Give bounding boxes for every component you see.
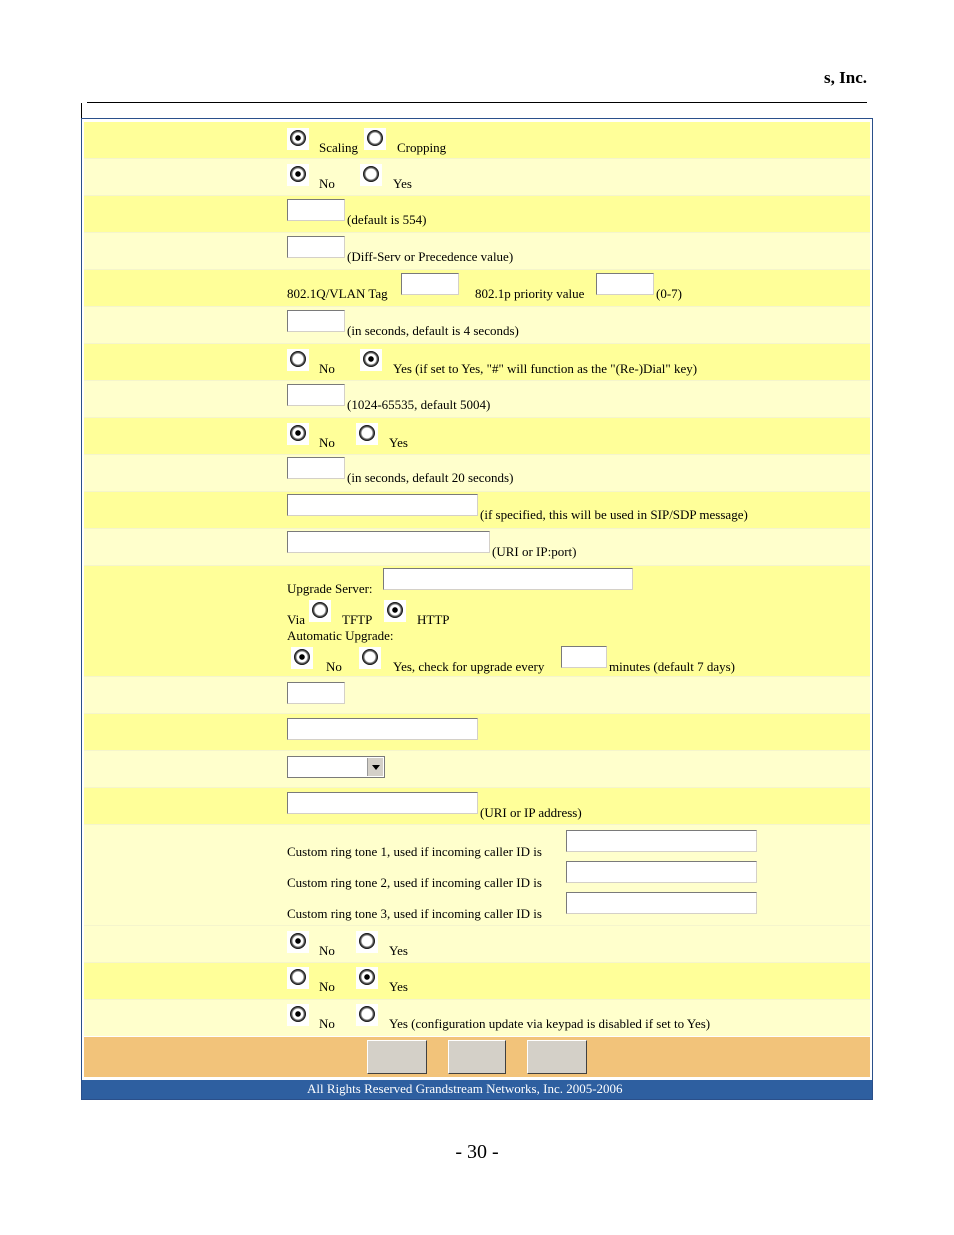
- row-r19: [84, 926, 870, 963]
- r9-yes-label: Yes: [389, 435, 408, 450]
- r19-no-label: No: [319, 943, 335, 958]
- auto-upgrade-no-radio[interactable]: [294, 649, 310, 665]
- row-r14: [84, 677, 870, 714]
- update-button[interactable]: [367, 1040, 427, 1074]
- ring-tone-2-input[interactable]: [566, 861, 757, 883]
- row-upgrade: [84, 566, 870, 677]
- scaling-label: Scaling: [319, 140, 358, 155]
- ring-tone-1-label: Custom ring tone 1, used if incoming caller ID is: [287, 844, 542, 859]
- r11-hint: (if specified, this will be used in SIP/SDP message): [480, 507, 748, 522]
- r2-yes-radio[interactable]: [363, 166, 379, 182]
- row-ring-tones: [84, 825, 870, 926]
- r16-select[interactable]: [287, 756, 385, 778]
- r7-no-label: No: [319, 361, 335, 376]
- r20-no-radio[interactable]: [290, 969, 306, 985]
- r19-no-radio[interactable]: [290, 933, 306, 949]
- row-r5: [84, 270, 870, 307]
- vlan-tag-label: 802.1Q/VLAN Tag: [287, 286, 388, 301]
- r2-yes-label: Yes: [393, 176, 412, 191]
- row-r6: [84, 307, 870, 344]
- row-r12: [84, 529, 870, 566]
- cancel-button[interactable]: [448, 1040, 506, 1074]
- r12-input[interactable]: [287, 531, 490, 553]
- r21-yes-radio[interactable]: [359, 1006, 375, 1022]
- page-number: - 30 -: [455, 1141, 499, 1163]
- r21-yes-label: Yes (configuration update via keypad is disabled if set to Yes): [389, 1016, 711, 1031]
- row-r17: [84, 788, 870, 825]
- r4-hint: (Diff-Serv or Precedence value): [347, 249, 514, 264]
- row-r9: [84, 418, 870, 455]
- http-label: HTTP: [417, 612, 450, 627]
- r15-input[interactable]: [287, 718, 478, 740]
- header-tick: [81, 103, 82, 118]
- r11-input[interactable]: [287, 494, 478, 516]
- reboot-button[interactable]: [527, 1040, 587, 1074]
- r20-yes-radio[interactable]: [359, 969, 375, 985]
- ring-tone-2-label: Custom ring tone 2, used if incoming caller ID is: [287, 875, 542, 890]
- r8-input[interactable]: [287, 384, 345, 406]
- row-r8: [84, 381, 870, 418]
- r6-input[interactable]: [287, 310, 345, 332]
- r19-yes-radio[interactable]: [359, 933, 375, 949]
- upgrade-interval-input[interactable]: [561, 646, 607, 668]
- r21-no-radio[interactable]: [290, 1006, 306, 1022]
- vlan-tag-input[interactable]: [401, 273, 459, 295]
- auto-upgrade-no-label: No: [326, 659, 342, 674]
- r9-yes-radio[interactable]: [359, 425, 375, 441]
- r7-yes-label: Yes (if set to Yes, "#" will function as the "(Re-)Dial" key): [393, 361, 698, 376]
- cropping-radio[interactable]: [367, 130, 383, 146]
- r2-no-radio[interactable]: [290, 166, 306, 182]
- upgrade-server-input[interactable]: [383, 568, 633, 590]
- copyright-text: All Rights Reserved Grandstream Networks, Inc. 2005-2006: [307, 1081, 623, 1096]
- upgrade-interval-hint: minutes (default 7 days): [609, 659, 735, 674]
- row-r2: [84, 159, 870, 196]
- r14-input[interactable]: [287, 682, 345, 704]
- r3-hint: (default is 554): [347, 212, 427, 227]
- r20-yes-label: Yes: [389, 979, 408, 994]
- row-r15: [84, 714, 870, 751]
- r3-input[interactable]: [287, 199, 345, 221]
- upgrade-server-label: Upgrade Server:: [287, 581, 373, 596]
- r20-no-label: No: [319, 979, 335, 994]
- header-company: s, Inc.: [824, 68, 867, 87]
- r10-input[interactable]: [287, 457, 345, 479]
- ring-tone-3-label: Custom ring tone 3, used if incoming caller ID is: [287, 906, 542, 921]
- priority-hint: (0-7): [656, 286, 682, 301]
- priority-label: 802.1p priority value: [475, 286, 585, 301]
- r2-no-label: No: [319, 176, 335, 191]
- r8-hint: (1024-65535, default 5004): [347, 397, 491, 412]
- r17-input[interactable]: [287, 792, 478, 814]
- tftp-label: TFTP: [342, 612, 373, 627]
- config-panel: [81, 118, 873, 1100]
- auto-upgrade-label: Automatic Upgrade:: [287, 628, 394, 643]
- r21-no-label: No: [319, 1016, 335, 1031]
- http-radio[interactable]: [387, 602, 403, 618]
- row-r7: [84, 344, 870, 381]
- via-label: Via: [287, 612, 305, 627]
- r17-hint: (URI or IP address): [480, 805, 582, 820]
- scaling-radio[interactable]: [290, 130, 306, 146]
- footer-bar: [82, 1080, 872, 1099]
- r10-hint: (in seconds, default 20 seconds): [347, 470, 514, 485]
- r9-no-radio[interactable]: [290, 425, 306, 441]
- row-r20: [84, 963, 870, 1000]
- r7-yes-radio[interactable]: [363, 351, 379, 367]
- auto-upgrade-yes-radio[interactable]: [362, 649, 378, 665]
- row-r21: [84, 1000, 870, 1036]
- cropping-label: Cropping: [397, 140, 447, 155]
- row-r4: [84, 233, 870, 270]
- tftp-radio[interactable]: [312, 602, 328, 618]
- r4-input[interactable]: [287, 236, 345, 258]
- row-r16: [84, 751, 870, 788]
- row-display-mode: [84, 122, 870, 159]
- chevron-down-icon[interactable]: [367, 758, 383, 776]
- button-bar: [84, 1037, 870, 1077]
- auto-upgrade-yes-label: Yes, check for upgrade every: [393, 659, 545, 674]
- r6-hint: (in seconds, default is 4 seconds): [347, 323, 519, 338]
- row-r3: [84, 196, 870, 233]
- header-rule: [87, 102, 867, 103]
- row-r10: [84, 455, 870, 492]
- row-r11: [84, 492, 870, 529]
- ring-tone-3-input[interactable]: [566, 892, 757, 914]
- r7-no-radio[interactable]: [290, 351, 306, 367]
- r12-hint: (URI or IP:port): [492, 544, 577, 559]
- ring-tone-1-input[interactable]: [566, 830, 757, 852]
- r9-no-label: No: [319, 435, 335, 450]
- r19-yes-label: Yes: [389, 943, 408, 958]
- priority-input[interactable]: [596, 273, 654, 295]
